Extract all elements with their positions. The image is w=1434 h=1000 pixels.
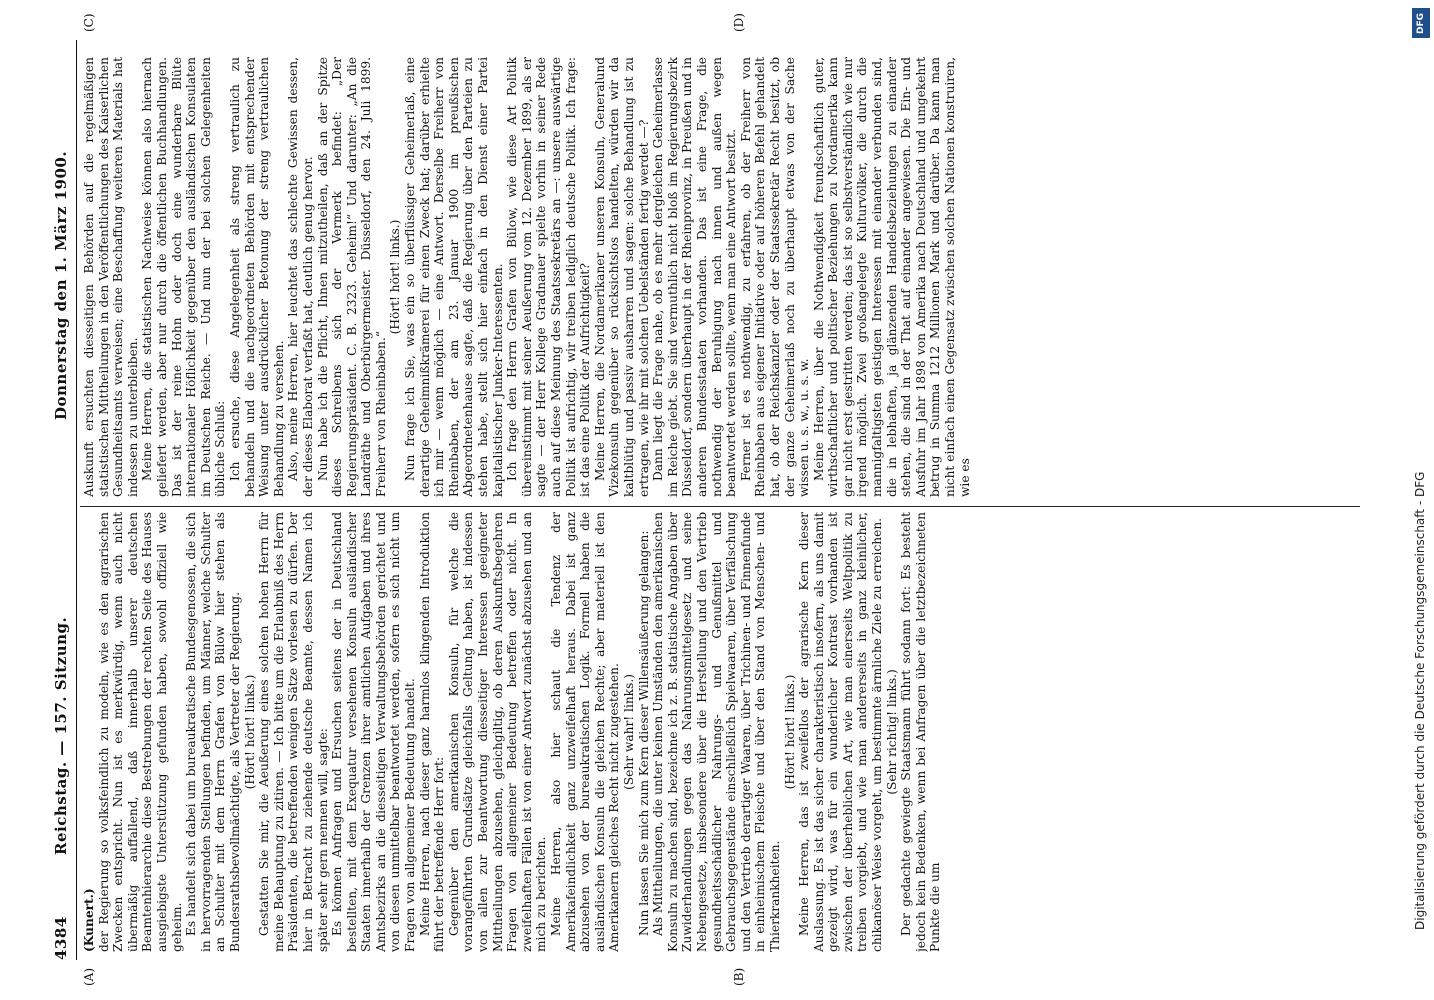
- paragraph: Meine Herren, die statistischen Nachweise können also hiernach geliefert werden, aber nur durch die öffentlichen Buchhandlungen. Das ist der reine Hohn oder doch eine wunderbare Blüte internationaler Höflichkeit gegenüber den ausländischen Konsulaten im Deutschen Reiche. — Und nun der bei solchen Gelegenheiten übliche Schluß:: [140, 57, 228, 497]
- page-date: Donnerstag den 1. März 1900.: [52, 150, 70, 420]
- paragraph: Auskunft ersuchten diesseitigen Behörden auf die regelmäßigen statistischen Mittheilungen in den Veröffentlichungen des Kaiserlichen Gesundheitsamts verweisen; eine Beschaffung weiteren Materials hat indessen zu unterbleiben.: [82, 57, 140, 497]
- paragraph: Ich ersuche, diese Angelegenheit als streng vertraulich zu behandeln und die nachgeordneten Behörden mit entsprechender Weisung unter ausdrücklicher Betonung der streng vertraulichen Behandlung zu versehen.: [227, 57, 286, 497]
- margin-marker-b: (B): [732, 967, 746, 986]
- page-number: 4384: [52, 916, 70, 960]
- interjection: (Hört! hört! links.): [388, 219, 403, 335]
- paragraph: Nun frage ich Sie, was ein so überflüssiger Geheimerlaß, eine derartige Geheimnißkrämerei für einen Zweck hat; darüber erhielte ich mir — wenn möglich — eine Antwort. Derselbe Freiherr von Rheinbaben, der am 23. Januar 1900 im preußischen Abgeordnetenhause sagte, daß die Regierung über den Parteien zu stehen habe, stellt sich hier einfach in den Dienst einer Partei kapitalistischer Junker-Interessenten.: [403, 57, 505, 497]
- header-rule: [76, 40, 77, 960]
- paragraph: Es handelt sich dabei um bureaukratische Bundesgenossen, die sich in hervorragenden Stellungen befinden, um Männer, welche Schulter an Schulter mit dem Herrn Grafen von Bülow hier stehen als Bundesrathsbevollmächtigte, als Vertreter der Regierung.: [184, 512, 242, 952]
- interjection: (Hört! hört! links.): [782, 674, 797, 790]
- left-text-column: [82, 512, 1382, 952]
- paragraph: Ferner ist es nothwendig, zu erfahren, ob der Freiherr von Rheinbaben aus eigener Initiative oder auf höheren Befehl gehandelt hat, ob der Reichskanzler oder der Staatssekretär Recht besitzt, ob der ganze Geheimerlaß noch zu überhaupt etwas von der Sache wissen u. s. w., u. s. w.: [738, 57, 812, 497]
- page-title: Reichstag. — 157. Sitzung.: [52, 616, 70, 855]
- paragraph: Ich frage den Herrn Grafen von Bülow, wie diese Art Politik übereinstimmt mit seiner Aeußerung vom 12. Dezember 1899, als er sagte — der Herr Kollege Gradnauer spielte vorhin in seiner Rede auch auf diese Meinung des Staatssekretärs an —: unsere auswärtige Politik ist aufrichtig, wir treiben lediglich deutsche Politik. Ich frage: ist das eine Politik der Aufrichtigkeit?: [505, 57, 593, 497]
- digitization-stamp: [1406, 0, 1434, 1000]
- interjection: (Sehr wahr! links.): [621, 674, 636, 790]
- paragraph: Nun habe ich die Pflicht, Ihnen mitzutheilen, daß an der Spitze dieses Schreibens sich der Vermerk befindet: „Der Regierungspräsident. C. B. 2323. Geheim!“ Und darunter: „An die Landräthe und Oberbürgermeister. Düsseldorf, den 24. Juli 1899. Freiherr von Rheinbaben.“: [315, 57, 388, 497]
- paragraph: Meine Herren, die Nordamerikaner unseren Konsuln, Generalund Vizekonsuln gegenüber so rücksichtslos handelten, würden wir da kaltblütig und passiv ausharren und sagen: solche Behandlung ist zu ertragen, wie ihr mit solchen Uebelständen fertig werdet —?: [592, 57, 651, 497]
- paragraph: der Regierung so volksfeindlich zu modeln, wie es den agrarischen Zwecken entspricht. Nun ist es merkwürdig, wenn auch nicht übermäßig auffallend, daß innerhalb unserer deutschen Beamtenhierarchie diese Bestrebungen der rechten Seite des Hauses ausgiebigste Unterstützung gefunden haben, sowohl offiziell wie geheim.: [96, 512, 184, 952]
- right-text-column: [82, 57, 1382, 497]
- paragraph: Meine Herren, über die Nothwendigkeit freundschaftlich guter, wirthschaftlicher und politischer Beziehungen zu Nordamerika kann gar nicht erst gestritten werden; das ist so selbstverständlich wie nur irgend möglich. Zwei großangelegte Kulturvölker, die durch die mannigfaltigsten geistigen Interessen mit einander verbunden sind, die in lebhaften, ja glänzenden Handelsbeziehungen zu einander stehen, die sind in der That auf einander angewiesen. Die Ein- und Ausfuhr im Jahr 1898 von Amerika nach Deutschland und umgekehrt betrug in Summa 1212 Millionen Mark und darüber. Da kann man nicht einfach einen Gegensatz zwischen solchen Nationen konstruiren, wie es: [811, 57, 972, 497]
- paragraph: Gegenüber den amerikanischen Konsuln, für welche die vorangeführten Grundsätze gleichfalls Geltung haben, ist indessen von allen zur Beantwortung diesseitiger Interessen geeigneter Mittheilungen abzusehen, gleichgiltig, ob deren Auskunftsbegehren Fragen von allgemeiner Bedeutung betreffen oder nicht. In zweifelhaften Fällen ist von einer Antwort zunächst abzusehen und an mich zu berichten.: [446, 512, 549, 952]
- margin-marker-a: (A): [82, 967, 96, 986]
- margin-marker-d: (D): [732, 13, 746, 32]
- paragraph: Es können Anfragen und Ersuchen seitens der in Deutschland bestellten, mit dem Exequatur versehenen Konsuln ausländischer Staaten innerhalb der Grenzen ihrer amtlichen Aufgaben und ihres Amtsbezirks an die diesseitigen Verwaltungsbehörden gerichtet und von diesen unmittelbar beantwortet werden, sofern es sich nicht um Fragen von allgemeiner Bedeutung handelt.: [330, 512, 418, 952]
- paragraph: Als Mittheilungen, die unter keinen Umständen den amerikanischen Konsuln zu machen sind, bezeichne ich z. B. statistische Angaben über Zuwiderhandlungen gegen das Nahrungsmittelgesetz und seine Nebengesetze, insbesondere über die Herstellung und den Vertrieb gesundheitsschädlicher Nahrungs- und Genußmittel und Gebrauchsgegenstände einschließlich Spielwaaren, über Verfälschung und den Vertrieb derartiger Waaren, über Trichinen- und Finnenfunde in einheimischem Fleische und über den Stand von Menschen- und Thierkrankheiten.: [651, 512, 782, 952]
- column-divider: [80, 506, 1360, 507]
- speaker-name: (Kunert.): [82, 888, 96, 952]
- paragraph: Der gedachte gewiegte Staatsmann führt sodann fort: Es besteht jedoch kein Bedenken, wenn bei Anfragen über die letztbezeichneten Punkte die um: [899, 512, 943, 952]
- interjection: (Hört! hört! links.): [242, 674, 257, 790]
- interjection: (Sehr richtig! links.): [884, 669, 899, 795]
- paragraph: Gestatten Sie mir, die Aeußerung eines solchen hohen Herrn für meine Behauptung zu zitiren. — Ich bitte um die Erlaubniß des Herrn Präsidenten, die betreffenden wenigen Sätze vorlesen zu dürfen. Der hier in Betracht zu ziehende deutsche Beamte, dessen Namen ich später sehr gern nennen will, sagte:: [257, 512, 330, 952]
- page-header: [52, 40, 78, 960]
- paragraph: Meine Herren, das ist zweifellos der agrarische Kern dieser Auslassung. Es ist das sicher charakteristisch insofern, als uns damit gezeigt wird, was für ein wunderlicher Kontrast vorhanden ist zwischen der überheblichen Art, wie man einerseits Weltpolitik zu treiben vorgiebt, und wie man andererseits in ganz kleinlicher, chikanöser Weise vorgeht, um bestimmte ärmliche Ziele zu erreichen.: [797, 512, 885, 952]
- paragraph: Meine Herren, nach dieser ganz harmlos klingenden Introduktion führt der betreffende Herr fort:: [417, 512, 447, 952]
- paragraph: Meine Herren, also hier schaut die Tendenz der Amerikafeindlichkeit ganz unzweifelhaft heraus. Dabei ist ganz abzusehen von der bureaukratischen Logik. Formell haben die ausländischen Konsuln die gleichen Rechte; aber materiell ist den Amerikanern gleiches Recht nicht zugestehen.: [549, 512, 622, 952]
- dfg-credit-text: Digitalisierung gefördert durch die Deutsche Forschungsgemeinschaft - DFG: [1413, 471, 1427, 930]
- paragraph: Also, meine Herren, hier leuchtet das schlechte Gewissen dessen, der dieses Elaborat verfaßt hat, deutlich genug hervor.: [286, 57, 315, 497]
- paragraph: Dann liegt die Frage nahe, ob es mehr dergleichen Geheimerlasse im Reiche giebt. Sie sind vermuthlich nicht bloß im Regierungsbezirk Düsseldorf, sondern überhaupt in der Rheinprovinz, in Preußen und in anderen Bundesstaaten vorhanden. Das ist eine Frage, die nothwendig der Beruhigung nach innen und außen wegen beantwortet werden sollte, wenn man eine Antwort besitzt.: [651, 57, 739, 497]
- dfg-logo-icon: DFG: [1412, 8, 1430, 38]
- margin-marker-c: (C): [82, 13, 96, 32]
- paragraph: Nun lassen Sie mich zum Kern dieser Willensäußerung gelangen:: [636, 530, 651, 936]
